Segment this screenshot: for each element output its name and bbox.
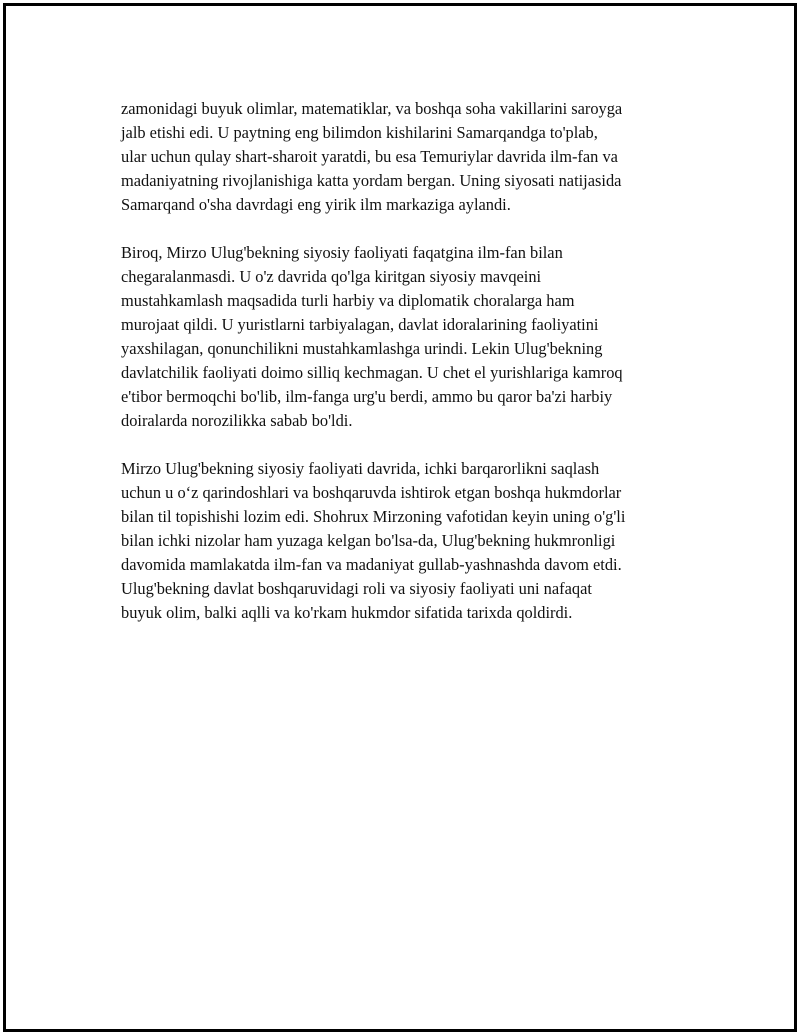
document-body [121, 97, 711, 649]
paragraph: zamonidagi buyuk olimlar, matematiklar, va boshqa soha vakillarini saroyga jalb etishi edi. U paytning eng bilimdon kishilarini Samarqandga to'plab, ular uchun qulay shart-sharoit yaratdi, bu esa Temuriylar davrida ilm-fan va madaniyatning rivojlanishiga katta yordam bergan. Uning siyosati natijasida Samarqand o'sha davrdagi eng yirik ilm markaziga aylandi. [121, 99, 623, 214]
paragraph: Mirzo Ulug'bekning siyosiy faoliyati davrida, ichki barqarorlikni saqlash uchun u o‘z qarindoshlari va boshqaruvda ishtirok etgan boshqa hukmdorlar bilan til topishishi lozim edi. Shohrux Mirzoning vafotidan keyin uning o'g'li bilan ichki nizolar ham yuzaga kelgan bo'lsa-da, Ulug'bekning hukmronligi davomida mamlakatda ilm-fan va madaniyat gullab-yashnashda davom etdi. Ulug'bekning davlat boshqaruvidagi roli va siyosiy faoliyati uni nafaqat buyuk olim, balki aqlli va ko'rkam hukmdor sifatida tarixda qoldirdi. [121, 459, 626, 622]
document-page [3, 3, 797, 1032]
paragraph: Biroq, Mirzo Ulug'bekning siyosiy faoliyati faqatgina ilm-fan bilan chegaralanmasdi. U o'z davrida qo'lga kiritgan siyosiy mavqeini mustahkamlash maqsadida turli harbiy va diplomatik choralarga ham murojaat qildi. U yuristlarni tarbiyalagan, davlat idoralarining faoliyatini yaxshilagan, qonunchilikni mustahkamlashga urindi. Lekin Ulug'bekning davlatchilik faoliyati doimo silliq kechmagan. U chet el yurishlariga kamroq e'tibor bermoqchi bo'lib, ilm-fanga urg'u berdi, ammo bu qaror ba'zi harbiy doiralarda norozilikka sabab bo'ldi. [121, 243, 623, 430]
